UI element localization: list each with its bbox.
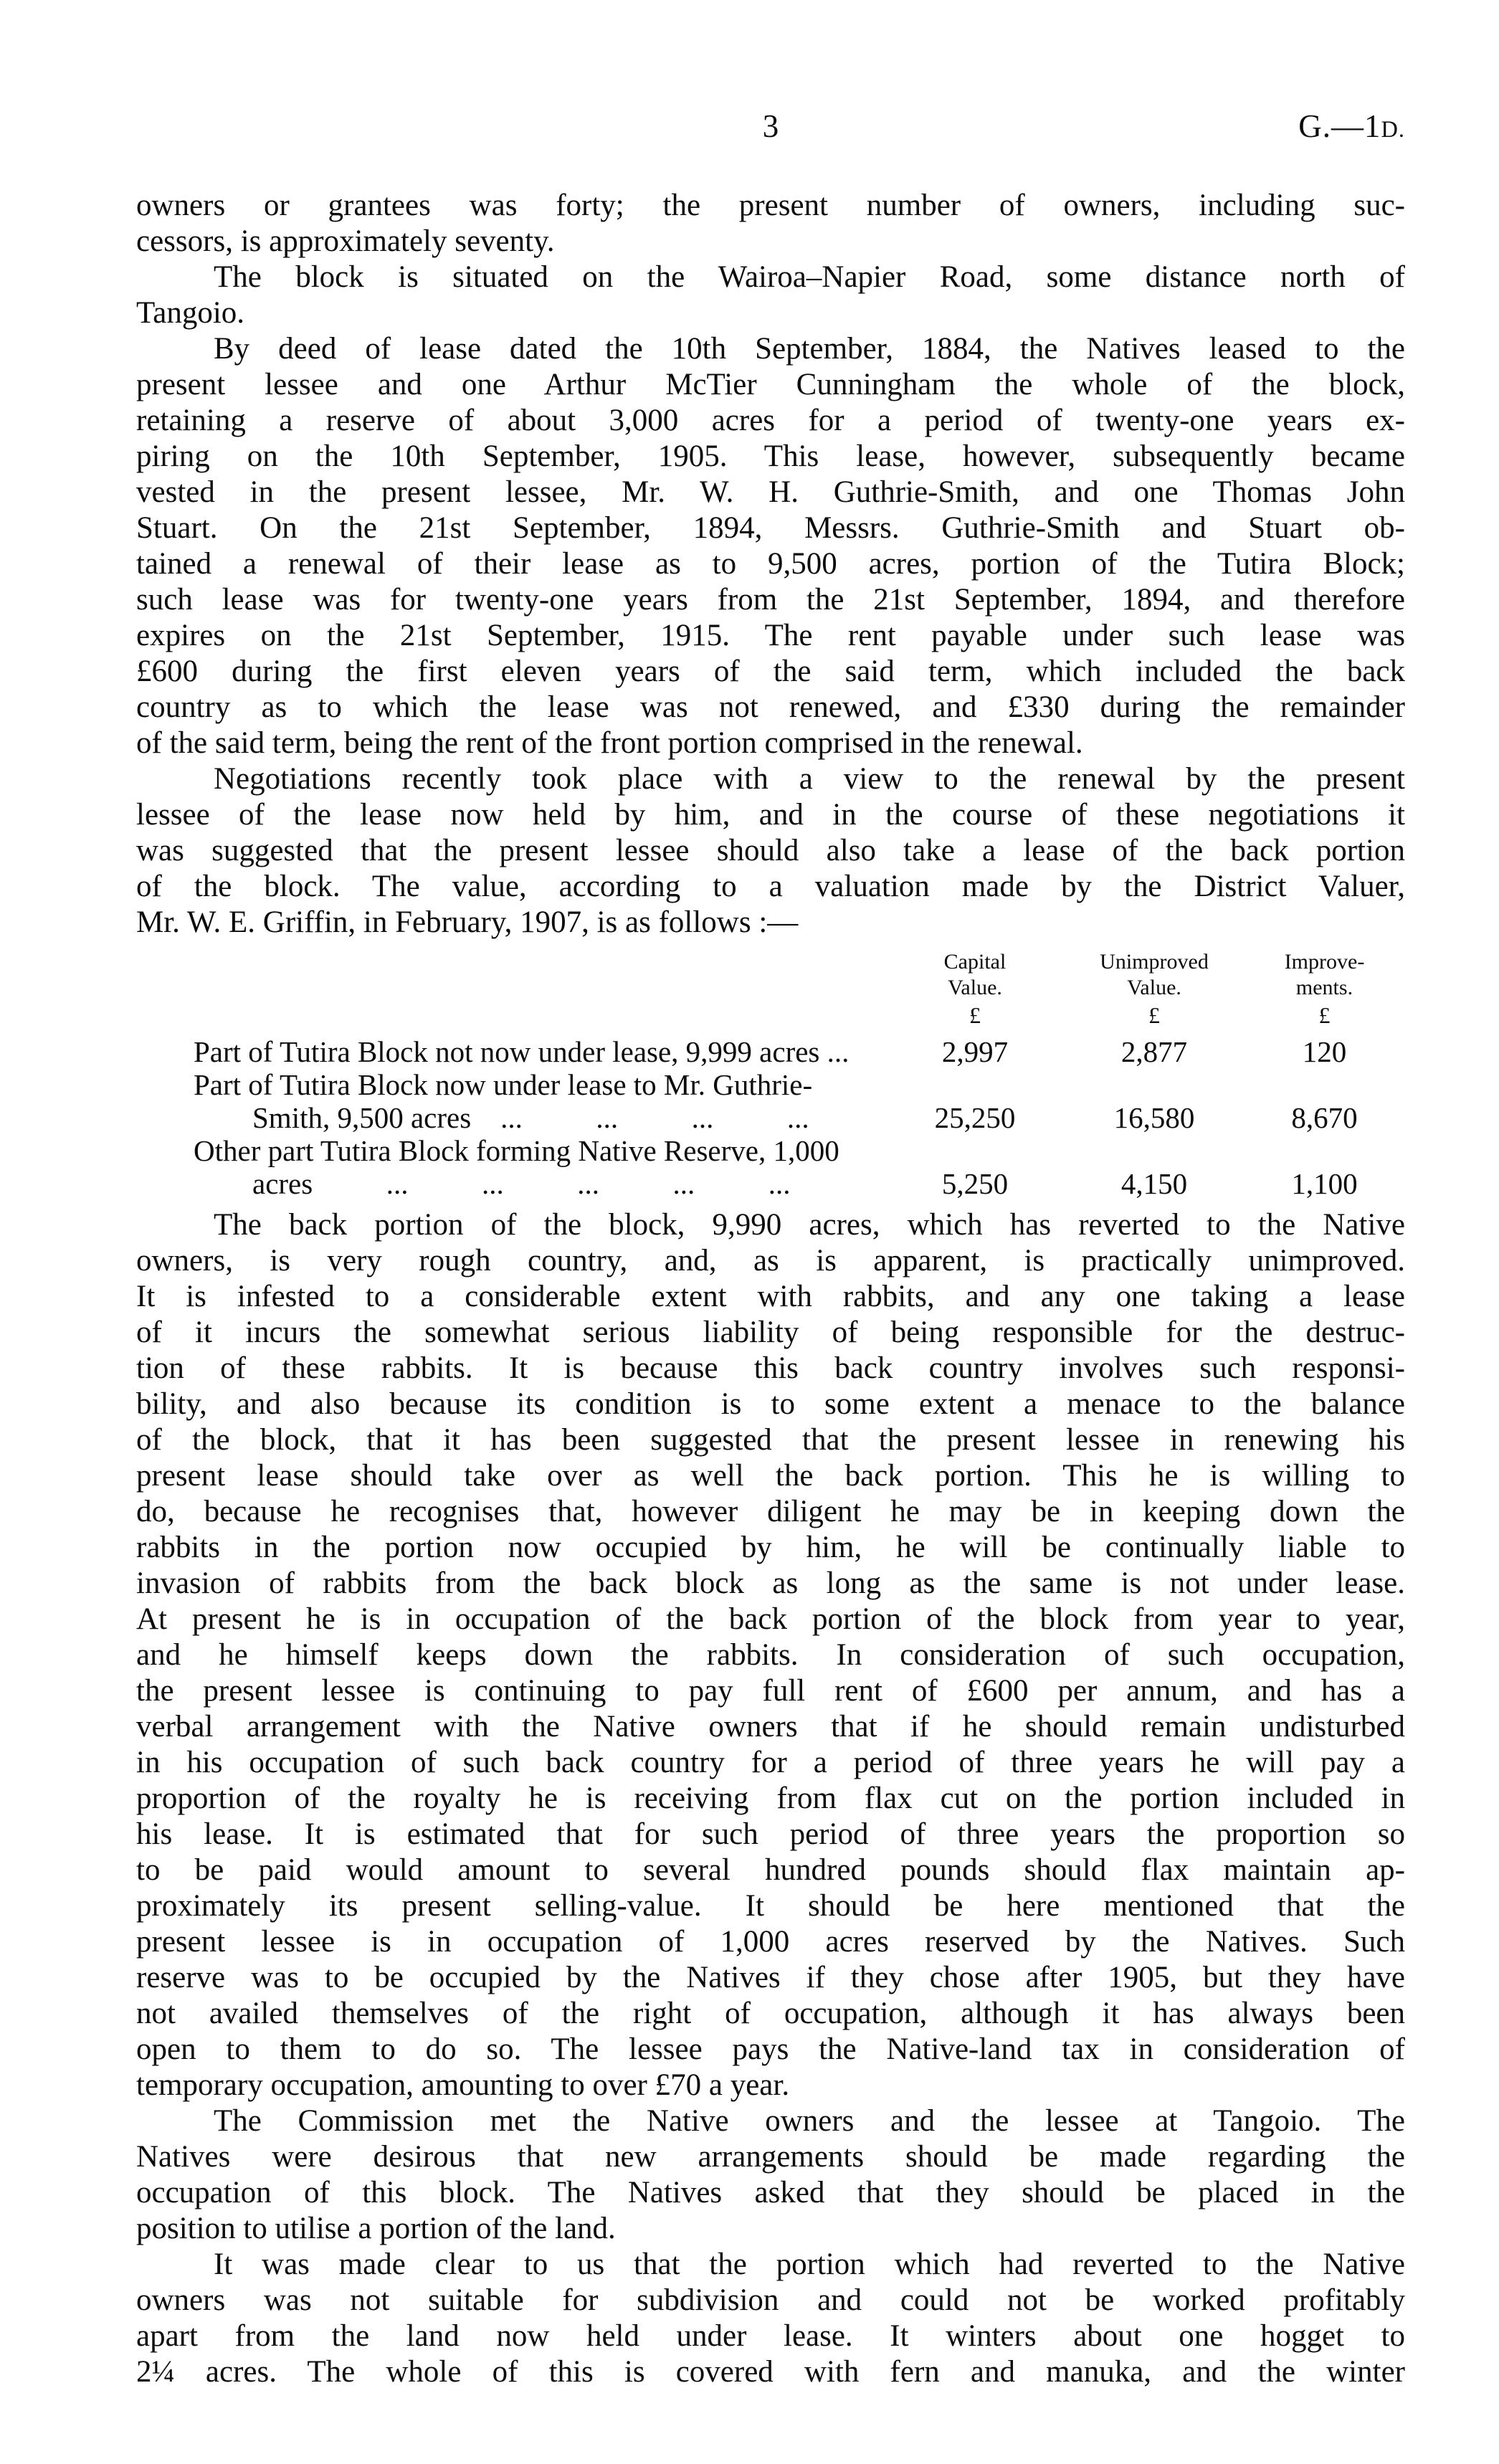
text-line: verbal arrangement with the Native owners that if he should remain undisturbed <box>136 1710 1405 1744</box>
text-line: owners or grantees was forty; the present number of owners, including suc- <box>136 189 1405 222</box>
cell-value: 120 <box>1302 1035 1347 1068</box>
text-line: bility, and also because its condition is to some extent a menace to the balance <box>136 1387 1405 1421</box>
column-header: Capital <box>943 950 1007 974</box>
text-line: expires on the 21st September, 1915. The rent payable under such lease was <box>136 619 1405 652</box>
text-line: The back portion of the block, 9,990 acres, which has reverted to the Native <box>214 1208 1405 1242</box>
text-line: of the said term, being the rent of the front portion comprised in the renewal. <box>136 726 1083 760</box>
page-number: 3 <box>762 108 779 144</box>
text-line: piring on the 10th September, 1905. This lease, however, subsequently became <box>136 439 1405 473</box>
text-line: tained a renewal of their lease as to 9,500 acres, portion of the Tutira Block; <box>136 547 1405 581</box>
text-line: his lease. It is estimated that for such period of three years the proportion so <box>136 1817 1405 1851</box>
text-line: apart from the land now held under lease. It winters about one hogget to <box>136 2319 1405 2353</box>
row-label: acres ... ... ... ... ... <box>252 1167 791 1200</box>
paragraph <box>136 260 1405 331</box>
paper-code <box>1298 108 1405 145</box>
text-line: reserve was to be occupied by the Natives if they chose after 1905, but they have <box>136 1961 1405 1994</box>
cell-value <box>1244 1134 1405 1167</box>
text-line: occupation of this block. The Natives asked that they should be placed in the <box>136 2176 1405 2209</box>
text-line: to be paid would amount to several hundred pounds should flax maintain ap- <box>136 1853 1405 1887</box>
text-line: country as to which the lease was not renewed, and £330 during the remainder <box>136 690 1405 724</box>
row-label: Part of Tutira Block now under lease to Mr. Guthrie- <box>194 1068 813 1101</box>
currency-symbol: £ <box>1318 1002 1331 1028</box>
row-label: Other part Tutira Block forming Native Reserve, 1,000 <box>194 1134 839 1167</box>
cell-value: 8,670 <box>1291 1101 1358 1134</box>
text-line: present lessee and one Arthur McTier Cunningham the whole of the block, <box>136 368 1405 401</box>
text-line: Mr. W. E. Griffin, in February, 1907, is as follows :— <box>136 905 799 939</box>
text-line: of the block. The value, according to a valuation made by the District Valuer, <box>136 870 1405 903</box>
text-line: Negotiations recently took place with a view to the renewal by the present <box>214 762 1405 796</box>
text-line: and he himself keeps down the rabbits. In consideration of such occupation, <box>136 1638 1405 1672</box>
cell-value <box>1065 1068 1244 1101</box>
text-line: proportion of the royalty he is receiving from flax cut on the portion included in <box>136 1782 1405 1815</box>
text-line: The block is situated on the Wairoa–Napier Road, some distance north of <box>214 260 1405 294</box>
text-line: The Commission met the Native owners and the lessee at Tangoio. The <box>214 2104 1405 2138</box>
row-label: Part of Tutira Block not now under lease, 9,999 acres ... <box>194 1035 850 1068</box>
text-line: Stuart. On the 21st September, 1894, Messrs. Guthrie-Smith and Stuart ob- <box>136 511 1405 545</box>
text-line: present lessee is in occupation of 1,000 acres reserved by the Natives. Such <box>136 1925 1405 1959</box>
cell-value <box>885 1068 1065 1101</box>
paragraph <box>136 761 1405 941</box>
text-line: rabbits in the portion now occupied by him, he will be continually liable to <box>136 1531 1405 1564</box>
text-line: position to utilise a portion of the land. <box>136 2212 616 2245</box>
paper-code-series-letter: D. <box>1381 117 1405 143</box>
text-line: temporary occupation, amounting to over £70 a year. <box>136 2068 790 2102</box>
paragraph <box>136 2103 1405 2247</box>
cell-value: 4,150 <box>1120 1167 1188 1200</box>
text-line: It is infested to a considerable extent with rabbits, and any one taking a lease <box>136 1280 1405 1313</box>
text-line: At present he is in occupation of the back portion of the block from year to year, <box>136 1602 1405 1636</box>
text-line: was suggested that the present lessee should also take a lease of the back portion <box>136 834 1405 867</box>
text-line: lessee of the lease now held by him, and in the course of these negotiations it <box>136 798 1405 832</box>
body-paragraphs-top <box>136 188 1405 941</box>
text-line: vested in the present lessee, Mr. W. H. Guthrie-Smith, and one Thomas John <box>136 475 1405 509</box>
paragraph <box>136 331 1405 761</box>
text-line: open to them to do so. The lessee pays the Native-land tax in consideration of <box>136 2032 1405 2066</box>
text-line: not availed themselves of the right of occupation, although it has always been <box>136 1997 1405 2030</box>
text-line: 2¼ acres. The whole of this is covered with fern and manuka, and the winter <box>136 2355 1405 2389</box>
column-header: Value. <box>1127 976 1181 999</box>
body-paragraphs-bottom <box>136 1207 1405 2390</box>
paragraph <box>136 2247 1405 2390</box>
column-header: Value. <box>948 976 1002 999</box>
table-stub-spacer <box>136 1001 885 1035</box>
text-line: Tangoio. <box>136 296 245 330</box>
cell-value <box>1065 1134 1244 1167</box>
text-line: invasion of rabbits from the back block as long as the same is not under lease. <box>136 1566 1405 1600</box>
table-stub-spacer <box>136 975 885 1001</box>
cell-value: 5,250 <box>941 1167 1009 1200</box>
text-line: owners, is very rough country, and, as is apparent, is practically unimproved. <box>136 1244 1405 1278</box>
text-line: owners was not suitable for subdivision and could not be worked profitably <box>136 2283 1405 2317</box>
column-header: Improve- <box>1284 950 1365 974</box>
valuation-table <box>136 949 1405 1200</box>
text-line: such lease was for twenty-one years from the 21st September, 1894, and therefore <box>136 583 1405 617</box>
text-line: £600 during the first eleven years of the said term, which included the back <box>136 655 1405 688</box>
currency-symbol: £ <box>969 1002 981 1028</box>
text-line: present lease should take over as well the back portion. This he is willing to <box>136 1459 1405 1493</box>
cell-value <box>885 1134 1065 1167</box>
paragraph <box>136 1207 1405 2103</box>
text-column <box>136 108 1405 2390</box>
row-label: Smith, 9,500 acres ... ... ... ... <box>252 1101 809 1134</box>
cell-value: 16,580 <box>1113 1101 1195 1134</box>
paragraph <box>136 188 1405 260</box>
column-header: Unimproved <box>1100 950 1209 974</box>
text-line: do, because he recognises that, however diligent he may be in keeping down the <box>136 1495 1405 1528</box>
page-header <box>136 108 1405 148</box>
cell-value: 25,250 <box>934 1101 1016 1134</box>
text-line: proximately its present selling-value. It should be here mentioned that the <box>136 1889 1405 1923</box>
column-header: ments. <box>1295 976 1353 999</box>
text-line: By deed of lease dated the 10th September, 1884, the Natives leased to the <box>214 332 1405 366</box>
text-line: in his occupation of such back country for a period of three years he will pay a <box>136 1746 1405 1779</box>
text-line: Natives were desirous that new arrangements should be made regarding the <box>136 2140 1405 2174</box>
cell-value: 1,100 <box>1291 1167 1358 1200</box>
paper-code-main: G.—1 <box>1298 108 1381 144</box>
text-line: retaining a reserve of about 3,000 acres for a period of twenty-one years ex- <box>136 404 1405 437</box>
cell-value: 2,877 <box>1120 1035 1188 1068</box>
table-stub-spacer <box>136 949 885 975</box>
text-line: of it incurs the somewhat serious liability of being responsible for the destruc- <box>136 1316 1405 1349</box>
text-line: tion of these rabbits. It is because this back country involves such responsi- <box>136 1351 1405 1385</box>
text-line: the present lessee is continuing to pay full rent of £600 per annum, and has a <box>136 1674 1405 1708</box>
cell-value <box>1244 1068 1405 1101</box>
cell-value: 2,997 <box>941 1035 1009 1068</box>
text-line: cessors, is approximately seventy. <box>136 224 555 258</box>
currency-symbol: £ <box>1148 1002 1160 1028</box>
text-line: It was made clear to us that the portion which had reverted to the Native <box>214 2247 1405 2281</box>
text-line: of the block, that it has been suggested that the present lessee in renewing his <box>136 1423 1405 1457</box>
